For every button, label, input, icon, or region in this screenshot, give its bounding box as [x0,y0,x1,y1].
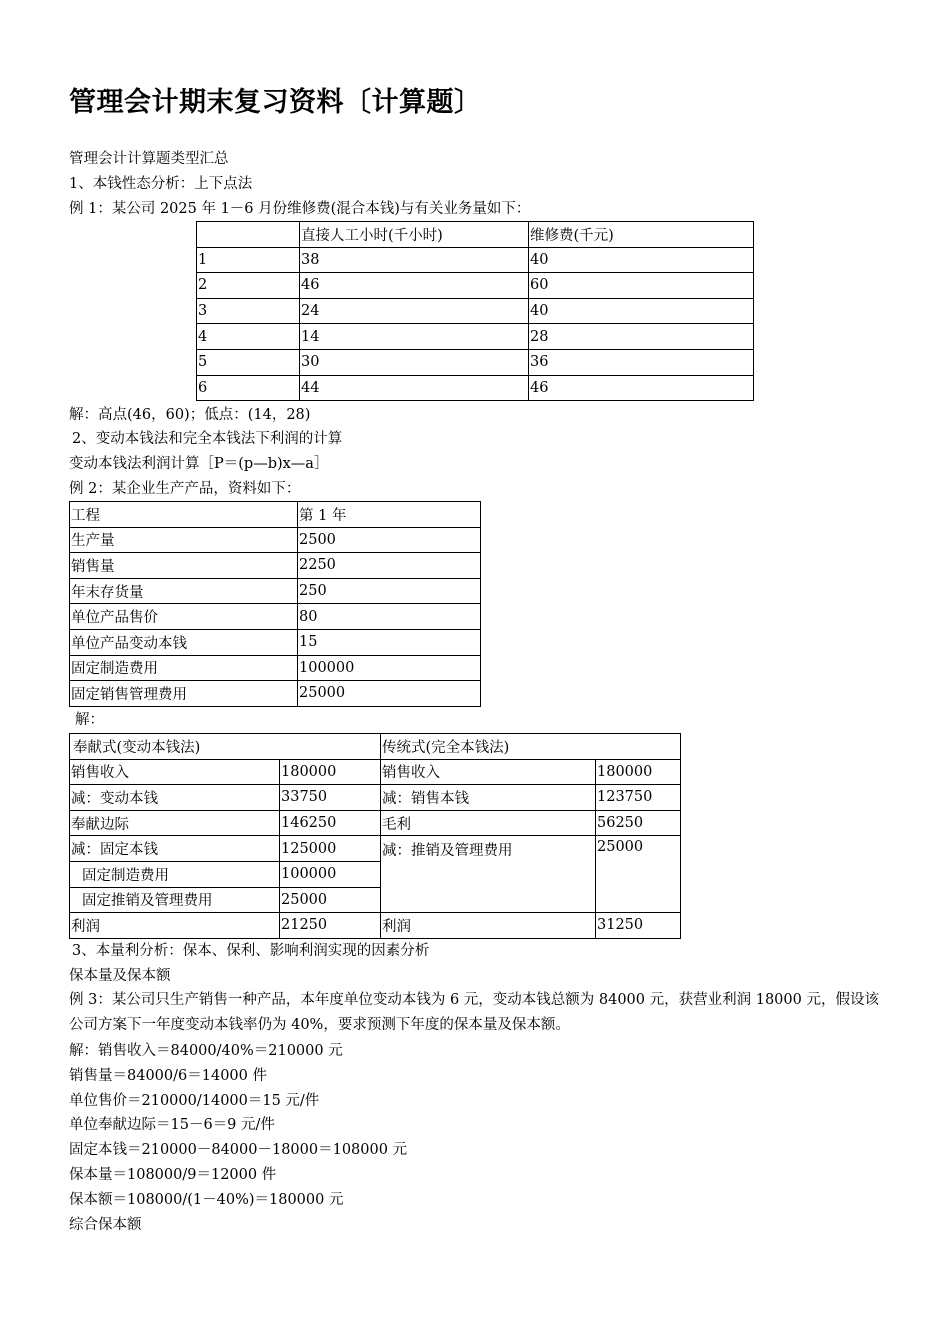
section1-heading: 1、本钱性态分析：上下点法 [69,176,253,192]
table-cell: 180000 [596,759,681,785]
table-cell: 56250 [596,810,681,836]
table-header-cell: 直接人工小时(千小时) [300,222,529,248]
section2-heading: 2、变动本钱法和完全本钱法下利润的计算 [72,431,343,447]
table-header-cell [197,222,300,248]
table-cell: 奉献边际 [70,810,280,836]
table-header-row [70,502,481,528]
section2-solution-label: 解： [75,712,104,728]
section3-heading: 3、本量利分析：保本、保利、影响利润实现的因素分析 [72,943,430,959]
section2-example: 例 2：某企业生产产品，资料如下： [69,481,301,497]
section1-example: 例 1：某公司 2025 年 1－6 月份维修费(混合本钱)与有关业务量如下： [69,201,531,217]
table-cell: 利润 [381,913,596,939]
table-cell: 100000 [280,861,381,887]
table-cell: 15 [298,629,481,655]
table-cell: 25000 [298,681,481,707]
table-cell: 46 [300,273,529,299]
table-cell: 减：变动本钱 [70,785,280,811]
table-cell: 31250 [596,913,681,939]
maintenance-cost-table [196,221,754,401]
table-row [70,913,681,939]
section2-formula: 变动本钱法利润计算［P＝(p—b)x—a］ [69,456,329,472]
table-cell: 38 [300,247,529,273]
table-row [197,247,754,273]
table-cell: 40 [529,298,754,324]
section3-subheading: 保本量及保本额 [69,968,171,984]
table-cell: 固定制造费用 [70,861,280,887]
table-cell: 33750 [280,785,381,811]
table-cell: 固定推销及管理费用 [70,887,280,913]
table-cell: 销售收入 [381,759,596,785]
table-cell: 24 [300,298,529,324]
table-cell: 3 [197,298,300,324]
table-cell: 单位产品变动本钱 [70,629,298,655]
table-cell: 25000 [280,887,381,913]
table-cell: 销售收入 [70,759,280,785]
table-cell: 180000 [280,759,381,785]
table-row [70,810,681,836]
table-cell: 80 [298,604,481,630]
table-cell: 25000 [596,836,681,913]
solution-line: 保本额＝108000/(1－40%)＝180000 元 [69,1192,344,1208]
absorption-costing-header: 传统式(完全本钱法) [381,734,681,760]
table-cell: 减：销售本钱 [381,785,596,811]
intro-text: 管理会计计算题类型汇总 [69,151,229,167]
table-cell: 30 [300,349,529,375]
table-row [70,681,481,707]
table-cell: 1 [197,247,300,273]
table-cell: 固定销售管理费用 [70,681,298,707]
table-cell: 44 [300,375,529,401]
table-cell: 14 [300,324,529,350]
section1-solution: 解：高点(46，60)；低点：(14，28) [69,407,311,423]
table-row [70,527,481,553]
solution-line: 解：销售收入＝84000/40%＝210000 元 [69,1043,343,1059]
table-cell: 40 [529,247,754,273]
table-row [70,836,681,862]
table-cell: 生产量 [70,527,298,553]
table-header-cell: 第 1 年 [298,502,481,528]
solution-line: 固定本钱＝210000－84000－18000＝108000 元 [69,1142,408,1158]
table-cell: 单位产品售价 [70,604,298,630]
table-header-cell: 工程 [70,502,298,528]
solution-line: 销售量＝84000/6＝14000 件 [69,1068,267,1084]
table-cell: 250 [298,578,481,604]
table-cell: 减：固定本钱 [70,836,280,862]
table-row [70,578,481,604]
table-row [70,629,481,655]
table-row [70,655,481,681]
table-cell: 年末存货量 [70,578,298,604]
table-cell: 利润 [70,913,280,939]
table-cell: 46 [529,375,754,401]
table-cell: 60 [529,273,754,299]
table-row [70,785,681,811]
table-row [70,604,481,630]
table-cell: 毛利 [381,810,596,836]
table-header-cell: 维修费(千元) [529,222,754,248]
variable-costing-header: 奉献式(变动本钱法) [70,734,381,760]
solution-line: 单位售价＝210000/14000＝15 元/件 [69,1093,320,1109]
table-row [197,349,754,375]
table-cell: 36 [529,349,754,375]
table-cell: 100000 [298,655,481,681]
table-cell: 固定制造费用 [70,655,298,681]
table-cell: 21250 [280,913,381,939]
table-row [197,298,754,324]
document-title: 管理会计期末复习资料〔计算题〕 [69,87,482,118]
table-cell: 125000 [280,836,381,862]
table-cell: 销售量 [70,553,298,579]
table-cell: 146250 [280,810,381,836]
solution-line: 单位奉献边际＝15－6＝9 元/件 [69,1117,275,1133]
table-cell: 123750 [596,785,681,811]
product-data-table [69,501,481,707]
table-row [197,273,754,299]
table-cell: 2 [197,273,300,299]
table-row [197,324,754,350]
table-cell: 28 [529,324,754,350]
table-cell: 5 [197,349,300,375]
table-cell: 4 [197,324,300,350]
table-row [197,375,754,401]
table-cell: 6 [197,375,300,401]
table-cell: 减：推销及管理费用 [381,836,596,913]
profit-comparison-table [69,733,681,939]
table-cell: 2250 [298,553,481,579]
section3-example: 例 3：某公司只生产销售一种产品，本年度单位变动本钱为 6 元，变动本钱总额为 84000 元，获营业利润 18000 元，假设该公司方案下一年度变动本钱率仍为 40%，要求预测下年度的保本量及保本额。 [69,992,879,1033]
table-cell: 2500 [298,527,481,553]
table-row [70,759,681,785]
table-header-row [70,734,681,760]
solution-line: 保本量＝108000/9＝12000 件 [69,1167,277,1183]
table-header-row [197,222,754,248]
solution-line: 综合保本额 [69,1217,142,1233]
table-row [70,553,481,579]
